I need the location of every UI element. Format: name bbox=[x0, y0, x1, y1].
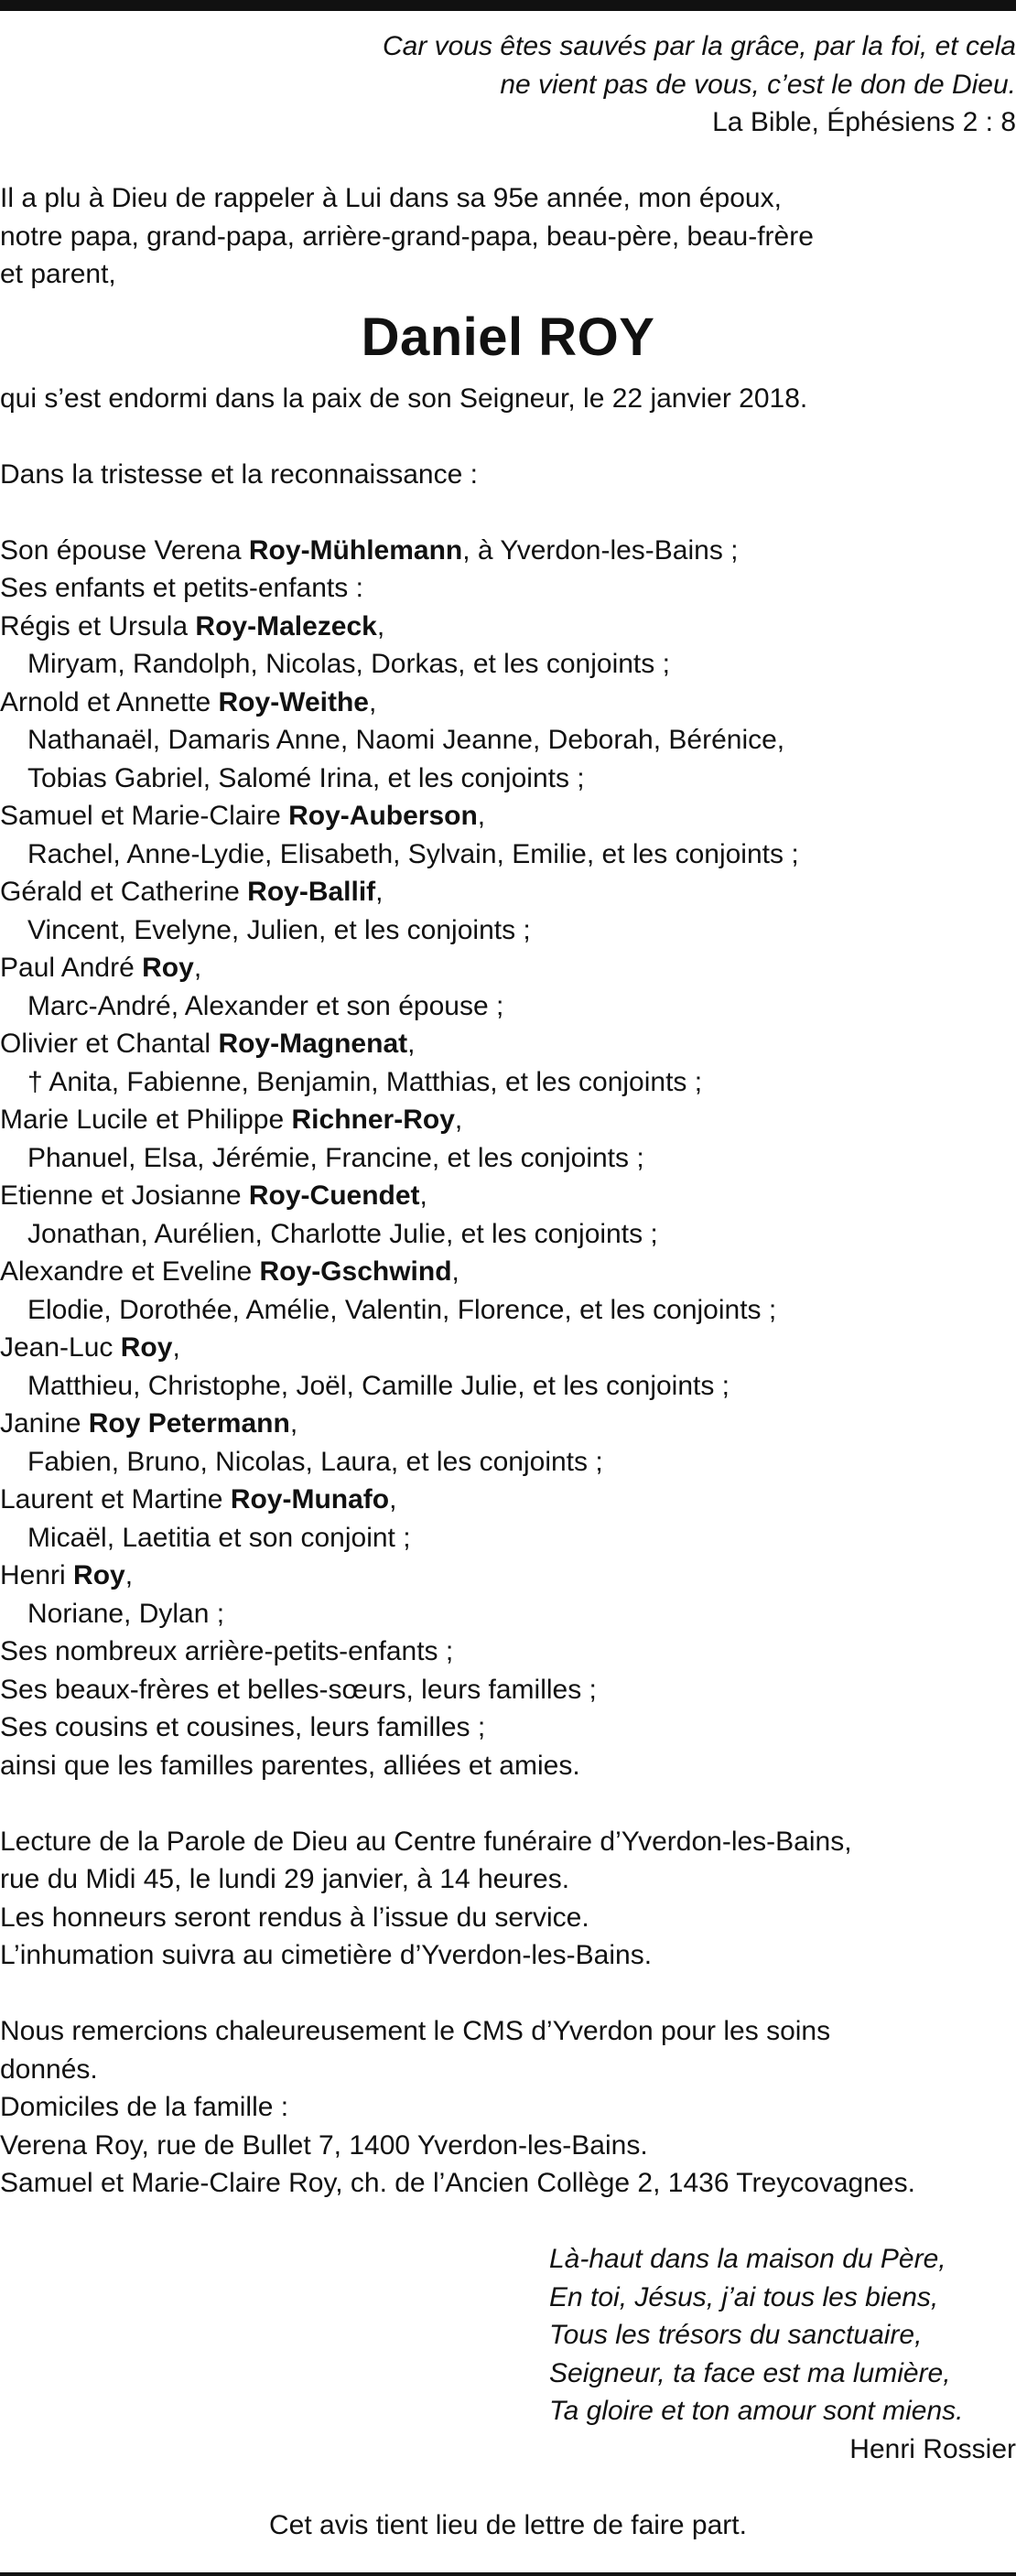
closing-verse-line: Ta gloire et ton amour sont miens. bbox=[549, 2396, 964, 2426]
thanks-line: Nous remercions chaleureusement le CMS d’Yverdon pour les soins bbox=[0, 2016, 831, 2046]
thanks-line: Samuel et Marie-Claire Roy, ch. de l’Ancien Collège 2, 1436 Treycovagnes. bbox=[0, 2168, 915, 2198]
child-names: Samuel et Marie-Claire bbox=[0, 801, 289, 831]
child-suffix: , bbox=[368, 686, 377, 717]
child-surname: Roy-Magnenat bbox=[218, 1029, 408, 1059]
intro-line: et parent, bbox=[0, 259, 116, 289]
service-info bbox=[0, 1823, 1016, 1975]
deceased-name: Daniel ROY bbox=[361, 307, 655, 367]
child-surname: Roy bbox=[120, 1332, 173, 1363]
service-line: Lecture de la Parole de Dieu au Centre funéraire d’Yverdon-les-Bains, bbox=[0, 1826, 852, 1857]
child-names: Henri bbox=[0, 1560, 74, 1590]
child-line bbox=[0, 1025, 1016, 1063]
verse-reference: La Bible, Éphésiens 2 : 8 bbox=[712, 107, 1016, 137]
grandchildren-line: Phanuel, Elsa, Jérémie, Francine, et les conjoints ; bbox=[27, 1142, 644, 1173]
child-suffix: , bbox=[375, 877, 384, 907]
grandchildren-line: Nathanaël, Damaris Anne, Naomi Jeanne, Deborah, Bérénice, bbox=[27, 725, 785, 755]
grandchildren-line: Matthieu, Christophe, Joël, Camille Julie, et les conjoints ; bbox=[27, 1370, 730, 1401]
child-suffix: , bbox=[172, 1332, 180, 1363]
child-suffix: , bbox=[454, 1105, 463, 1135]
child-suffix: , bbox=[289, 1408, 298, 1439]
extended-family-line: Ses nombreux arrière-petits-enfants ; bbox=[0, 1636, 454, 1666]
obituary-notice bbox=[0, 27, 1016, 2544]
child-suffix: , bbox=[193, 953, 202, 983]
child-surname: Roy Petermann bbox=[88, 1408, 290, 1439]
child-line bbox=[0, 1405, 1016, 1443]
child-surname: Roy-Munafo bbox=[230, 1484, 390, 1514]
closing-verse-author: Henri Rossier bbox=[849, 2433, 1016, 2464]
child-surname: Roy-Cuendet bbox=[248, 1180, 420, 1211]
service-line: L’inhumation suivra au cimetière d’Yverdon-les-Bains. bbox=[0, 1940, 653, 1970]
child-names: Arnold et Annette bbox=[0, 686, 219, 717]
spouse-line bbox=[0, 532, 1016, 570]
child-names: Jean-Luc bbox=[0, 1332, 121, 1363]
extended-family-line: Ses cousins et cousines, leurs familles ; bbox=[0, 1712, 486, 1742]
child-surname: Roy bbox=[73, 1560, 125, 1590]
top-rule bbox=[0, 0, 1016, 11]
closing-verse-line: Seigneur, ta face est ma lumière, bbox=[549, 2357, 951, 2388]
family-list bbox=[0, 532, 1016, 1785]
sorrow-line: Dans la tristesse et la reconnaissance : bbox=[0, 458, 478, 490]
closing-verse-line: Là-haut dans la maison du Père, bbox=[549, 2244, 946, 2274]
footer-note: Cet avis tient lieu de lettre de faire part. bbox=[269, 2509, 747, 2540]
opening-verse-line: ne vient pas de vous, c’est le don de Dieu. bbox=[500, 69, 1016, 100]
child-suffix: , bbox=[419, 1180, 427, 1211]
child-names: Alexandre et Eveline bbox=[0, 1256, 260, 1287]
child-names: Gérald et Catherine bbox=[0, 877, 248, 907]
child-line bbox=[0, 797, 1016, 835]
child-suffix: , bbox=[376, 610, 385, 641]
grandchildren-line: Rachel, Anne-Lydie, Elisabeth, Sylvain, Emilie, et les conjoints ; bbox=[27, 838, 799, 869]
intro-paragraph bbox=[0, 179, 1016, 294]
child-surname: Richner-Roy bbox=[291, 1105, 455, 1135]
extended-family-line: Ses beaux-frères et belles-sœurs, leurs familles ; bbox=[0, 1674, 597, 1705]
children-heading: Ses enfants et petits-enfants : bbox=[0, 573, 363, 603]
child-names: Marie Lucile et Philippe bbox=[0, 1105, 292, 1135]
child-line bbox=[0, 1253, 1016, 1291]
death-line: qui s’est endormi dans la paix de son Seigneur, le 22 janvier 2018. bbox=[0, 383, 808, 414]
child-line bbox=[0, 1101, 1016, 1139]
closing-verse bbox=[549, 2240, 1016, 2468]
grandchildren-line: † Anita, Fabienne, Benjamin, Matthias, et les conjoints ; bbox=[27, 1066, 703, 1097]
child-line bbox=[0, 608, 1016, 646]
extended-family-line: ainsi que les familles parentes, alliées et amies. bbox=[0, 1750, 580, 1781]
grandchildren-line: Vincent, Evelyne, Julien, et les conjoints ; bbox=[27, 914, 531, 945]
child-surname: Roy-Auberson bbox=[288, 801, 478, 831]
spouse-suffix: , à Yverdon-les-Bains ; bbox=[462, 534, 739, 566]
child-names: Olivier et Chantal bbox=[0, 1029, 219, 1059]
grandchildren-line: Elodie, Dorothée, Amélie, Valentin, Florence, et les conjoints ; bbox=[27, 1294, 777, 1325]
child-line bbox=[0, 1557, 1016, 1595]
child-surname: Roy bbox=[142, 953, 194, 983]
grandchildren-line: Miryam, Randolph, Nicolas, Dorkas, et les conjoints ; bbox=[27, 649, 670, 679]
child-line bbox=[0, 684, 1016, 722]
opening-verse bbox=[0, 27, 1016, 142]
child-surname: Roy-Ballif bbox=[247, 877, 376, 907]
child-line bbox=[0, 1329, 1016, 1367]
child-suffix: , bbox=[477, 801, 486, 831]
service-line: Les honneurs seront rendus à l’issue du service. bbox=[0, 1902, 589, 1933]
grandchildren-line: Marc-André, Alexander et son épouse ; bbox=[27, 990, 504, 1021]
child-line bbox=[0, 1481, 1016, 1519]
closing-verse-line: En toi, Jésus, j’ai tous les biens, bbox=[549, 2281, 939, 2312]
child-names: Janine bbox=[0, 1408, 89, 1439]
grandchildren-line: Jonathan, Aurélien, Charlotte Julie, et les conjoints ; bbox=[27, 1218, 658, 1249]
child-names: Etienne et Josianne bbox=[0, 1180, 249, 1211]
thanks-line: Domiciles de la famille : bbox=[0, 2092, 289, 2122]
closing-verse-line: Tous les trésors du sanctuaire, bbox=[549, 2320, 923, 2350]
child-line bbox=[0, 949, 1016, 987]
child-suffix: , bbox=[451, 1256, 459, 1287]
child-suffix: , bbox=[407, 1029, 416, 1059]
intro-line: notre papa, grand-papa, arrière-grand-papa, beau-père, beau-frère bbox=[0, 221, 814, 252]
thanks-and-addresses bbox=[0, 2012, 1016, 2203]
thanks-line: Verena Roy, rue de Bullet 7, 1400 Yverdon-les-Bains. bbox=[0, 2129, 648, 2161]
child-suffix: , bbox=[389, 1484, 397, 1514]
child-names: Laurent et Martine bbox=[0, 1484, 231, 1514]
opening-verse-line: Car vous êtes sauvés par la grâce, par la foi, et cela bbox=[382, 31, 1016, 61]
child-line bbox=[0, 873, 1016, 911]
children-list bbox=[0, 608, 1016, 1633]
grandchildren-line: Micaël, Laetitia et son conjoint ; bbox=[27, 1522, 411, 1553]
child-surname: Roy-Gschwind bbox=[259, 1256, 452, 1287]
child-surname: Roy-Malezeck bbox=[195, 610, 377, 641]
thanks-line: donnés. bbox=[0, 2053, 98, 2085]
extended-family bbox=[0, 1633, 1016, 1784]
child-suffix: , bbox=[124, 1560, 134, 1590]
grandchildren-line: Tobias Gabriel, Salomé Irina, et les conjoints ; bbox=[27, 762, 585, 793]
service-line: rue du Midi 45, le lundi 29 janvier, à 14 heures. bbox=[0, 1864, 570, 1894]
child-surname: Roy-Weithe bbox=[218, 686, 369, 717]
bottom-rule bbox=[0, 2572, 1016, 2576]
child-names: Paul André bbox=[0, 953, 143, 983]
grandchildren-line: Fabien, Bruno, Nicolas, Laura, et les conjoints ; bbox=[27, 1446, 603, 1477]
grandchildren-line: Noriane, Dylan ; bbox=[27, 1598, 225, 1629]
spouse-surname: Roy-Mühlemann bbox=[248, 534, 463, 566]
child-line bbox=[0, 1177, 1016, 1215]
intro-line: Il a plu à Dieu de rappeler à Lui dans sa 95e année, mon époux, bbox=[0, 183, 782, 213]
child-names: Régis et Ursula bbox=[0, 610, 196, 641]
spouse-prefix: Son épouse Verena bbox=[0, 534, 249, 566]
